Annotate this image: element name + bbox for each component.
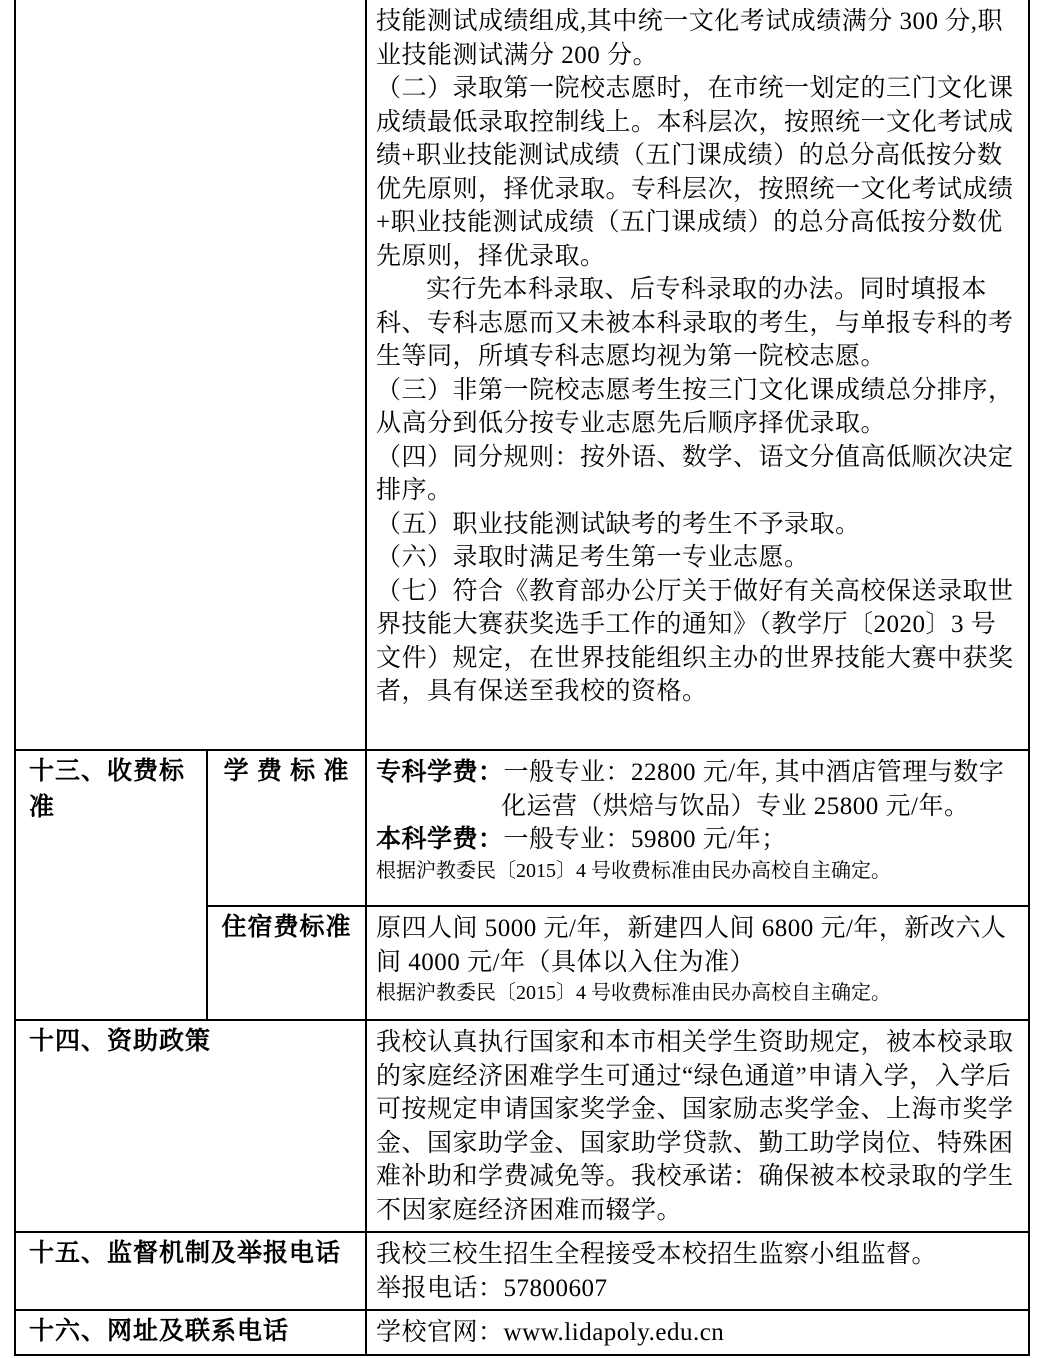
accommodation-text-cell xyxy=(366,906,1029,1020)
report-phone-label: 举报电话： xyxy=(376,1274,504,1302)
rules-paragraph-6: （五）职业技能测试缺考的考生不予录取。 xyxy=(376,510,861,538)
sub-header-accommodation: 住宿费标准 xyxy=(207,906,366,1020)
rules-paragraph-7: （六）录取时满足考生第一专业志愿。 xyxy=(376,544,810,571)
tuition-undergrad-text: 一般专业：59800 元/年； xyxy=(503,826,787,853)
website-label: 学校官网： xyxy=(376,1319,504,1346)
sub-header-tuition: 学 费 标 准 xyxy=(207,750,366,906)
tuition-note: 根据沪教委民〔2015〕4 号收费标准由民办高校自主确定。 xyxy=(376,859,891,882)
financial-aid-text-cell xyxy=(366,1020,1029,1232)
row-header-financial-aid: 十四、资助政策 xyxy=(15,1020,366,1232)
rules-paragraph-4: （三）非第一院校志愿考生按三门文化课成绩总分排序，从高分到低分按专业志愿先后顺序择优录取。 xyxy=(376,376,1014,437)
row-header-supervision: 十五、监督机制及举报电话 xyxy=(15,1232,366,1310)
admission-rules-text-cell xyxy=(366,0,1029,750)
tuition-undergrad-line xyxy=(376,823,1019,857)
tuition-college-label: 专科学费： xyxy=(376,759,504,786)
financial-aid-text: 我校认真执行国家和本市相关学生资助规定，被本校录取的家庭经济困难学生可通过“绿色通道”申请入学，入学后可按规定申请国家奖学金、国家励志奖学金、上海市奖学金、国家助学金、国家助学贷款、勤工助学岗位、特殊困难补助和学费减免等。我校承诺：确保被本校录取的学生不因家庭经济困难而辍学。 xyxy=(376,1029,1014,1224)
rules-paragraph-3: 实行先本科录取、后专科录取的办法。同时填报本科、专科志愿而又未被本科录取的考生，与单报专科的考生等同，所填专科志愿均视为第一院校志愿。 xyxy=(376,276,1014,370)
tuition-undergrad-label: 本科学费： xyxy=(376,826,504,853)
supervision-line1: 我校三校生招生全程接受本校招生监察小组监督。 xyxy=(376,1241,938,1268)
contact-text-cell xyxy=(366,1310,1029,1355)
blank-header-cell xyxy=(15,0,366,750)
rules-paragraph-8: （七）符合《教育部办公厅关于做好有关高校保送录取世界技能大赛获奖选手工作的通知》（教学厅〔2020〕3 号文件）规定，在世界技能组织主办的世界技能大赛中获奖者，具有保送至我校的资格。 xyxy=(376,577,1014,705)
row-header-contact: 十六、网址及联系电话 xyxy=(15,1310,366,1355)
rules-paragraph-1: 技能测试成绩组成,其中统一文化考试成绩满分 300 分,职业技能测试满分 200 分。 xyxy=(376,8,1004,69)
rules-paragraph-2: （二）录取第一院校志愿时，在市统一划定的三门文化课成绩最低录取控制线上。本科层次，按照统一文化考试成绩+职业技能测试成绩（五门课成绩）的总分高低按分数优先原则，择优录取。专科层次，按照统一文化考试成绩+职业技能测试成绩（五门课成绩）的总分高低按分数优先原则，择优录取。 xyxy=(376,75,1014,270)
supervision-line2 xyxy=(376,1272,1019,1306)
row-fees-tuition xyxy=(15,750,1029,906)
report-phone-number: 57800607 xyxy=(503,1274,608,1302)
website-url: www.lidapoly.edu.cn xyxy=(503,1319,725,1346)
tuition-college-line xyxy=(376,756,1019,823)
accommodation-text: 原四人间 5000 元/年，新建四人间 6800 元/年，新改六人间 4000 元/年（具体以入住为准） xyxy=(376,915,1007,976)
row-admission-rules-continued xyxy=(15,0,1029,750)
rules-paragraph-5: （四）同分规则：按外语、数学、语文分值高低顺次决定排序。 xyxy=(376,443,1014,504)
contact-line1 xyxy=(376,1316,1019,1350)
row-financial-aid xyxy=(15,1020,1029,1232)
admissions-brochure-table xyxy=(14,0,1030,1356)
row-supervision xyxy=(15,1232,1029,1310)
tuition-college-text: 一般专业：22800 元/年, 其中酒店管理与数字化运营（烘焙与饮品）专业 25800 元/年。 xyxy=(501,759,1005,820)
row-header-fees: 十三、收费标准 xyxy=(15,750,207,1020)
row-contact xyxy=(15,1310,1029,1355)
supervision-text-cell xyxy=(366,1232,1029,1310)
tuition-text-cell xyxy=(366,750,1029,906)
accommodation-note: 根据沪教委民〔2015〕4 号收费标准由民办高校自主确定。 xyxy=(376,982,891,1004)
